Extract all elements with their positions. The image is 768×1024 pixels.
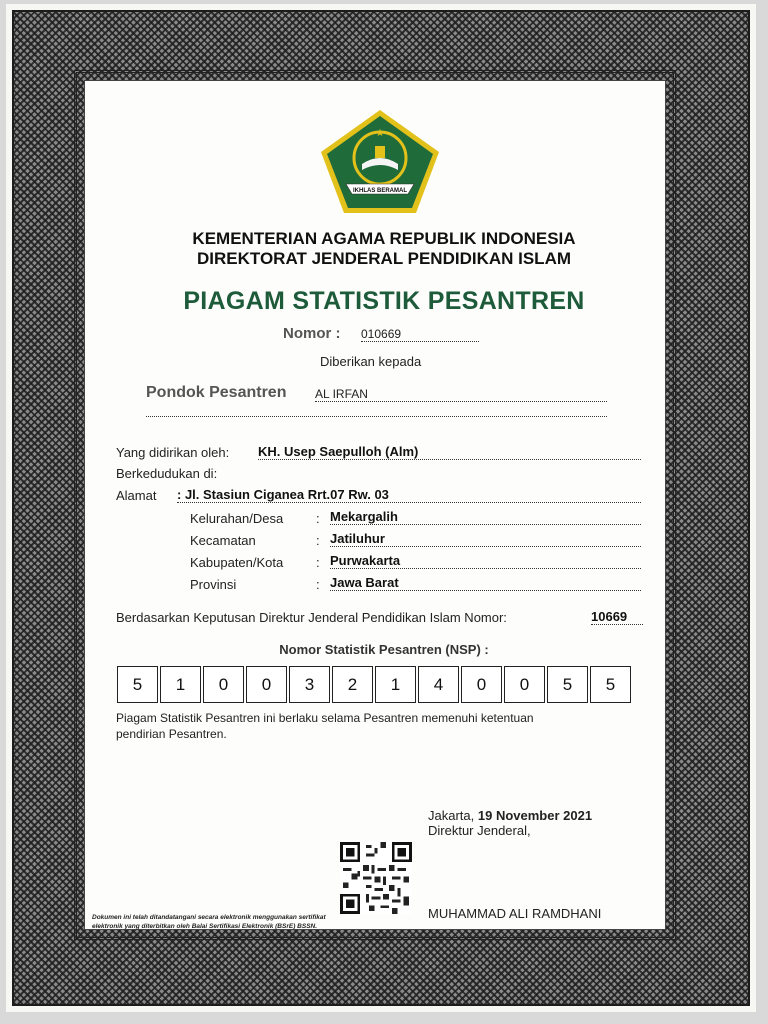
province-value: Jawa Barat: [330, 575, 641, 591]
signature-place: Jakarta,: [428, 808, 475, 823]
validity-line-1: Piagam Statistik Pesantren ini berlaku selama Pesantren memenuhi ketentuan: [116, 711, 534, 725]
province-sep: :: [316, 577, 320, 592]
signature-position: Direktur Jenderal,: [428, 823, 531, 838]
ministry-emblem-icon: [318, 108, 442, 216]
certificate-title: PIAGAM STATISTIK PESANTREN: [183, 287, 585, 315]
regency-sep: :: [316, 555, 320, 570]
founder-label: Yang didirikan oleh:: [116, 445, 230, 460]
nsp-digit: 5: [590, 666, 631, 703]
nsp-digit: 0: [504, 666, 545, 703]
nsp-digit: 4: [418, 666, 459, 703]
nsp-digit: 1: [160, 666, 201, 703]
village-label: Kelurahan/Desa: [190, 511, 284, 526]
domicile-label: Berkedudukan di:: [116, 466, 218, 481]
decree-number: 10669: [591, 609, 643, 625]
signature-date: 19 November 2021: [477, 808, 593, 823]
nsp-digit: 0: [203, 666, 244, 703]
regency-value: Purwakarta: [330, 553, 641, 569]
given-to-text: Diberikan kepada: [320, 354, 422, 369]
number-label: Nomor :: [283, 325, 341, 342]
nsp-digit: 0: [246, 666, 287, 703]
address-label: Alamat: [116, 488, 157, 503]
village-sep: :: [316, 511, 320, 526]
nsp-digit: 3: [289, 666, 330, 703]
district-sep: :: [316, 533, 320, 548]
district-label: Kecamatan: [190, 533, 256, 548]
nsp-digit: 0: [461, 666, 502, 703]
footnote-line-2: elektronik yang diterbitkan oleh Balai Sertifikasi Elektronik (BSrE) BSSN.: [92, 923, 318, 930]
ministry-heading: KEMENTERIAN AGAMA REPUBLIK INDONESIA: [192, 229, 576, 248]
regency-label: Kabupaten/Kota: [190, 555, 284, 570]
nsp-digit: 2: [332, 666, 373, 703]
decree-text: Berdasarkan Keputusan Direktur Jenderal Pendidikan Islam Nomor:: [116, 610, 507, 625]
svg-text:IKHLAS BERAMAL: IKHLAS BERAMAL: [353, 188, 407, 194]
pesantren-label: Pondok Pesantren: [146, 384, 287, 401]
pesantren-extra-line: [146, 412, 607, 417]
founder-value: KH. Usep Saepulloh (Alm): [258, 444, 641, 460]
signatory-name: MUHAMMAD ALI RAMDHANI: [428, 906, 602, 921]
nsp-digit: 5: [547, 666, 588, 703]
validity-line-2: pendirian Pesantren.: [116, 727, 227, 741]
village-value: Mekargalih: [330, 509, 641, 525]
qr-code-icon: [340, 842, 412, 914]
nsp-digit: 1: [375, 666, 416, 703]
nsp-digit: 5: [117, 666, 158, 703]
number-value: 010669: [361, 327, 479, 342]
nsp-label: Nomor Statistik Pesantren (NSP) :: [279, 642, 489, 657]
pesantren-name: AL IRFAN: [315, 387, 607, 402]
directorate-heading: DIREKTORAT JENDERAL PENDIDIKAN ISLAM: [196, 249, 572, 268]
svg-text:★: ★: [375, 128, 385, 139]
district-value: Jatiluhur: [330, 531, 641, 547]
footnote-line-1: Dokumen ini telah ditandatangani secara elektronik menggunakan sertifikat: [92, 914, 326, 921]
province-label: Provinsi: [190, 577, 237, 592]
address-value: : Jl. Stasiun Ciganea Rrt.07 Rw. 03: [177, 487, 641, 503]
